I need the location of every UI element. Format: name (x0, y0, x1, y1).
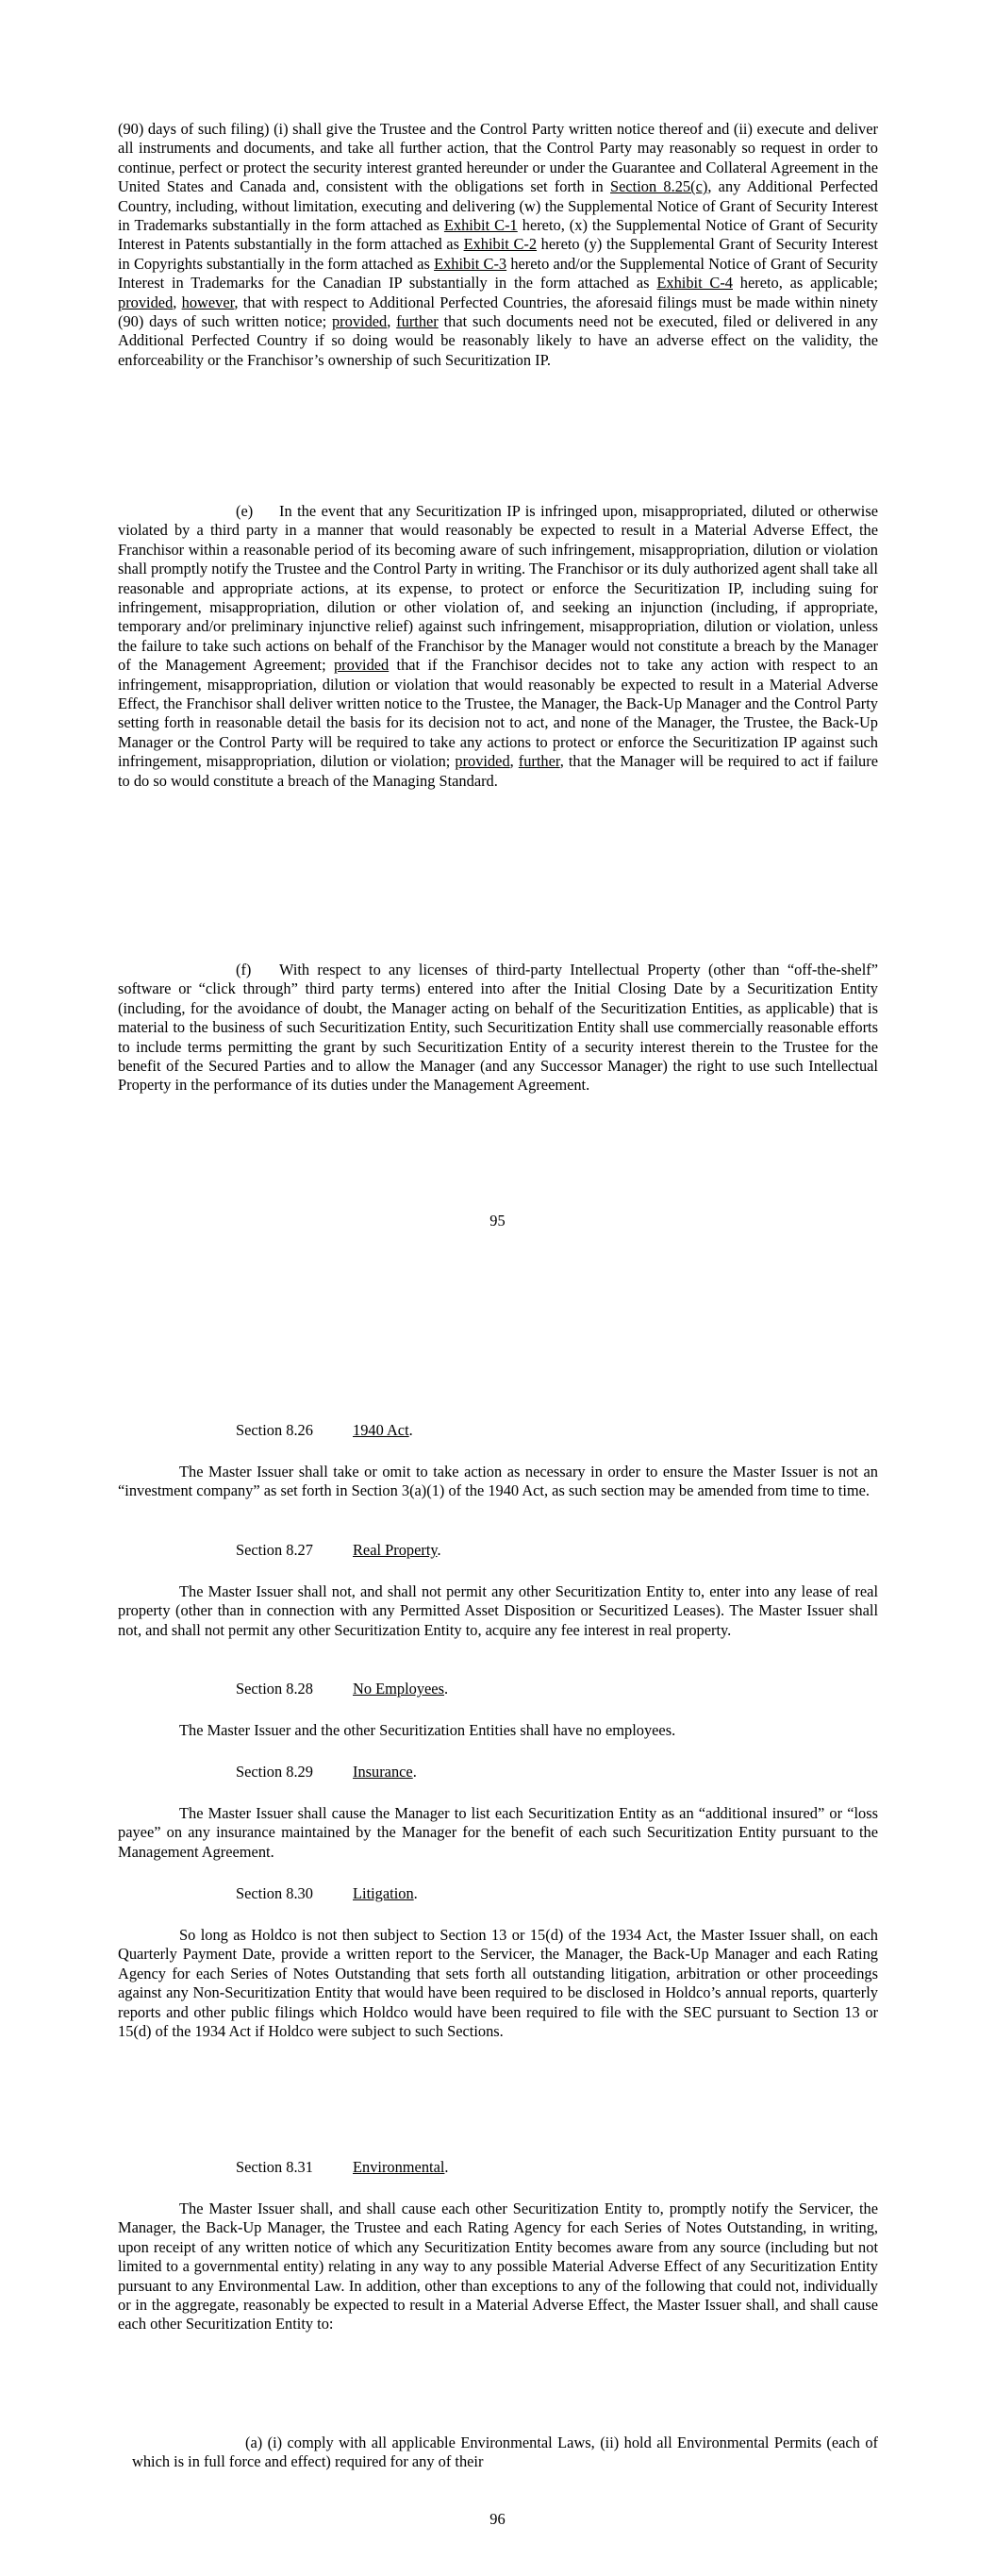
section-body: So long as Holdco is not then subject to Section 13 or 15(d) of the 1934 Act, the Master Issuer shall, on each Quarterly Payment Date, provide a written report to the Servicer, the Manager, the Back-Up Manager and each Rating Agency for each Series of Notes Outstanding that sets forth all outstanding litigation, arbitration or other proceedings against any Non-Securitization Entity that would have been required to be disclosed in Holdco’s annual reports, quarterly reports and other public filings which Holdco would have been required to file with the SEC pursuant to Section 13 or 15(d) of the 1934 Act if Holdco were subject to such Sections. (118, 1926, 878, 2041)
section-body: The Master Issuer shall take or omit to take action as necessary in order to ensure the Master Issuer is not an “investment company” as set forth in Section 3(a)(1) of the 1940 Act, as such section may be amended from time to time. (118, 1463, 878, 1500)
paragraph-e: (e) In the event that any Securitization IP is infringed upon, misappropriated, diluted or otherwise violated by a third party in a manner that would reasonably be expected to result in a Material Adverse Effect, the Franchisor within a reasonable period of its becoming aware of such infringement, misappropriation, dilution or violation shall promptly notify the Trustee and the Control Party in writing. The Franchisor or its duly authorized agent shall take all reasonable and appropriate actions, at its expense, to protect or enforce the Securitization IP, including suing for infringement, misappropriation, dilution or other violation of, and seeking an injunction (including, if appropriate, temporary and/or preliminary injunctive relief) against such infringement, misappropriation, dilution or violation, unless the failure to take such actions on behalf of the Franchisor by the Manager would not constitute a breach by the Manager of the Management Agreement; provided that if the Franchisor decides not to take any action with respect to an infringement, misappropriation, dilution or violation that would reasonably be expected to result in a Material Adverse Effect, the Franchisor shall deliver written notice to the Trustee, the Manager, the Back-Up Manager and the Control Party setting forth in reasonable detail the basis for its decision not to act, and none of the Manager, the Trustee, the Back-Up Manager or the Control Party will be required to take any actions to protect or enforce the Securitization IP against such infringement, misappropriation, dilution or violation; provided, further, that the Manager will be required to act if failure to do so would constitute a breach of the Managing Standard. (118, 502, 878, 790)
section-title: Insurance (353, 1763, 413, 1781)
section-body: The Master Issuer shall, and shall cause each other Securitization Entity to, promptly notify the Servicer, the Manager, the Back-Up Manager, the Trustee and each Rating Agency for each Series of Notes Outstanding, in writing, upon receipt of any written notice of which any Securitization Entity becomes aware from any source (including but not limited to a governmental entity) relating in any way to any possible Material Adverse Effect of any Securitization Entity pursuant to any Environmental Law. In addition, other than exceptions to any of the following that could not, individually or in the aggregate, reasonably be expected to result in a Material Adverse Effect, the Master Issuer shall, and shall cause each other Securitization Entity to: (118, 2200, 878, 2333)
paragraph-d-continuation: (90) days of such filing) (i) shall give the Trustee and the Control Party written notice thereof and (ii) execute and deliver all instruments and documents, and take all further action, that the Control Party may reasonably so request in order to continue, perfect or protect the security interest granted hereunder or under the Guarantee and Collateral Agreement in the United States and Canada and, consistent with the obligations set forth in Section 8.25(c), any Additional Perfected Country, including, without limitation, executing and delivering (w) the Supplemental Notice of Grant of Security Interest in Trademarks substantially in the form attached as Exhibit C-1 hereto, (x) the Supplemental Notice of Grant of Security Interest in Patents substantially in the form attached as Exhibit C-2 hereto (y) the Supplemental Grant of Security Interest in Copyrights substantially in the form attached as Exhibit C-3 hereto and/or the Supplemental Notice of Grant of Security Interest in Trademarks for the Canadian IP substantially in the form attached as Exhibit C-4 hereto, as applicable; provided, however, that with respect to Additional Perfected Countries, the aforesaid filings must be made within ninety (90) days of such written notice; provided, further that such documents need not be executed, filed or delivered in any Additional Perfected Country if so doing would be reasonably likely to have an adverse effect on the validity, the enforceability or the Franchisor’s ownership of such Securitization IP. (118, 120, 878, 369)
section-body: The Master Issuer shall not, and shall not permit any other Securitization Entity to, enter into any lease of real property (other than in connection with any Permitted Asset Disposition or Securitized Leases). The Master Issuer shall not, and shall not permit any other Securitization Entity to, acquire any fee interest in real property. (118, 1582, 878, 1639)
page-number: 96 (489, 2510, 506, 2528)
section-heading: Section 8.29 Insurance. (236, 1763, 417, 1781)
paragraph-label: (e) (236, 502, 254, 520)
exhibit-reference: Exhibit C-4 (656, 274, 733, 293)
section-title: No Employees (353, 1680, 444, 1698)
section-body: The Master Issuer shall cause the Manager to list each Securitization Entity as an “additional insured” or “loss payee” on any insurance maintained by the Manager for the benefit of each such Securitization Entity pursuant to the Management Agreement. (118, 1804, 878, 1861)
section-title: Litigation (353, 1884, 414, 1902)
section-title: 1940 Act (353, 1421, 409, 1439)
section-heading: Section 8.30 Litigation. (236, 1884, 418, 1902)
exhibit-reference: Exhibit C-1 (443, 216, 518, 235)
section-heading: Section 8.28 No Employees. (236, 1680, 449, 1698)
page-number: 95 (489, 1212, 506, 1229)
cross-reference: Section 8.25(c) (610, 177, 708, 196)
section-body: The Master Issuer and the other Securitization Entities shall have no employees. (179, 1721, 676, 1739)
list-item-a: (a) (i) comply with all applicable Environmental Laws, (ii) hold all Environmental Permits (each of which is in full force and effect) required for any of their (132, 2434, 878, 2471)
section-heading: Section 8.31 Environmental. (236, 2158, 449, 2176)
exhibit-reference: Exhibit C-3 (434, 254, 507, 273)
document-page-95 (0, 0, 995, 1274)
section-title: Real Property (353, 1541, 438, 1559)
section-heading: Section 8.26 1940 Act. (236, 1421, 413, 1439)
section-heading: Section 8.27 Real Property. (236, 1541, 441, 1559)
paragraph-label: (f) (236, 961, 252, 979)
document-page-96 (0, 1274, 995, 2576)
section-title: Environmental (353, 2158, 445, 2176)
paragraph-f: (f) With respect to any licenses of third-party Intellectual Property (other than “off-the-shelf” software or “click through” third party terms) entered into after the Initial Closing Date by a Securitization Entity (including, for the avoidance of doubt, the Manager acting on behalf of the Securitization Entities, as applicable) that is material to the business of such Securitization Entity, such Securitization Entity shall use commercially reasonable efforts to include terms permitting the grant by such Securitization Entity of a security interest therein to the Trustee for the benefit of the Secured Parties and to allow the Manager (and any Successor Manager) the right to use such Intellectual Property in the performance of its duties under the Management Agreement. (118, 961, 878, 1095)
exhibit-reference: Exhibit C-2 (463, 235, 538, 254)
